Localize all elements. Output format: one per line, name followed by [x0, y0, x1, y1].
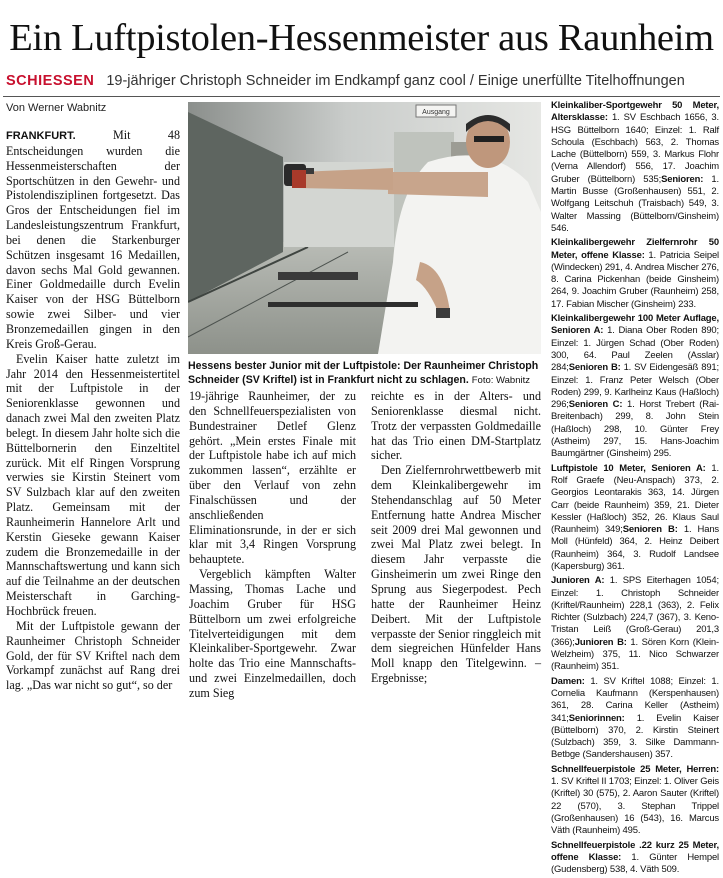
- photo-caption: [188, 359, 542, 388]
- deck: 19-jähriger Christoph Schneider im Endkampf ganz cool / Einige unerfüllte Titelhoffnungen: [106, 73, 685, 89]
- photo-illustration: [188, 102, 541, 354]
- dateline: FRANKFURT.: [6, 130, 76, 142]
- paragraph: 19-jährige Raunheimer, der zu den Schnellfeuerspezialisten von Bundestrainer Detlef Glenz gehört. „Mein erstes Finale mit der Luftpistole habe ich auf mich zukommen lassen“, erzählte er über den Verlauf von zehn Finalschüssen und der anschließenden Eliminationsrunde, in der er sich klar mit 3,4 Ringen Vorsprung behauptete.: [189, 389, 356, 567]
- photo-credit: Foto: Wabnitz: [471, 375, 530, 386]
- results-column: [551, 100, 719, 878]
- byline: Von Werner Wabnitz: [6, 102, 107, 114]
- paragraph-text: Mit 48 Entscheidungen wurden die Hessenmeisterschaften der Sportschützen in den Gewehr- und Pistolendisziplinen fortgesetzt. Das Gros der Entscheidungen fiel im Landesleistungszentrum Frankfurt, bei denen die Starkenburger Schützen insgesamt 16 Medaillen, davon sechs Mal Gold gewannen. Einer Goldmedaille durch Evelin Kaiser von der HSG Büttelborn sowie zwei Silber- und vier Bronzemedaillen gingen in den Kreis Groß-Gerau.: [6, 128, 180, 351]
- paragraph: [6, 128, 180, 352]
- result-block: Kleinkalibergewehr 100 Meter Auflage, Senioren A: 1. Diana Ober Roden 890; Einzel: 1. Jürgen Schad (Ober Roden) 300, 64. Paul Zeelen (Asslar) 284;Senioren B: 1. SV Eidengesäß 891; Einzel: 1. Franz Peter Welsch (Ober Roden) 299, 9. Karlheinz Kaus (Haßloch) 296;Senioren C: 1. Horst Trebert (Rai-Breitenbach) 299, 8. John Stein (Haßloch) 298, 10. Günter Frey (Astheim) 297, 15. Hans-Joachim Baumgärtner (Ginsheim) 295.: [551, 313, 720, 460]
- paragraph: Vergeblich kämpften Walter Massing, Thomas Lache und Joachim Gruber für HSG Büttelborn um zwei erfolgreiche Titelverteidigungen mit dem Kleinkaliber-Sportgewehr. Zwar holte das Trio eine Mannschafts- und zwei Einzelmedaillen, doch zum Sieg: [189, 567, 356, 700]
- headline: Ein Luftpistolen-Hessenmeister aus Raunheim: [9, 17, 714, 59]
- text-column-3: [371, 389, 541, 686]
- paragraph: Mit der Luftpistole gewann der Raunheimer Christoph Schneider Gold, der für SV Kriftel nach dem Vorkampf zunächst auf Rang drei lag. „Das war nicht so gut“, so der: [6, 618, 180, 693]
- kicker: [6, 72, 718, 90]
- result-block: Damen: 1. SV Kriftel 1088; Einzel: 1. Cornelia Kaufmann (Kerspenhausen) 361, 28. Carina Keller (Astheim) 341;Seniorinnen: 1. Evelin Kaiser (Büttelborn) 370, 2. Kirstin Steinert (Sulzbach) 359, 3. Silke Dammann-Betbge (Sandershausen) 357.: [551, 675, 719, 761]
- text-column-1: [6, 128, 180, 693]
- paragraph: Den Zielfernrohrwettbewerb mit dem Kleinkalibergewehr im Stehendanschlag auf 50 Meter Entfernung hatte Andrea Mischer seit 2009 drei Mal gewonnen und zwei Mal Platz zwei belegt. In diesem Jahr verpasste die Ginsheimerin um zwei Ringe den Sprung aus Siegerpodest. Pech hatte der Raunheimer Heinz Deibert. Mit der Luftpistole verpasste der Senior ringgleich mit dem siegreichen Hünfelder Hans Moll knapp den Titelgewinn. – Ergebnisse;: [371, 463, 541, 686]
- top-rule: [3, 96, 720, 97]
- article-photo: [188, 102, 541, 354]
- result-block: Schnellfeuerpistole 25 Meter, Herren: 1. SV Kriftel II 1703; Einzel: 1. Oliver Geis (Kriftel) 30 (575), 2. Aaron Sauter (Kriftel) 22 (570), 3. Stephan Trippel (Großenhausen) 16 (543), 16. Marcus Väth (Raunheim) 495.: [551, 763, 719, 837]
- result-block: Schnellfeuerpistole .22 kurz 25 Meter, offene Klasse: 1. Günter Hempel (Gudensberg) 538, 4. Väth 509.: [551, 839, 719, 876]
- photo-exit-sign: Ausgang: [422, 109, 450, 116]
- text-column-2: [189, 389, 356, 701]
- result-block: Junioren A: 1. SPS Eiterhagen 1054; Einzel: 1. Christoph Schneider (Kriftel/Raunheim) 228,1 (363), 2. Felix Richter (Sulzbach) 224,7 (367), 3. Keno-Tristan Leiß (Groß-Gerau) 201,3 (366);Junioren B: 1. Sören Korn (Klein-Welzheim) 375, 11. Nico Schwarzer (Raunheim) 351.: [551, 575, 719, 673]
- caption-text: Hessens bester Junior mit der Luftpistole: Der Raunheimer Christoph Schneider (SV Kriftel) ist in Frankfurt nicht zu schlagen.: [188, 360, 539, 386]
- section-label: SCHIESSEN: [6, 73, 95, 89]
- result-block: Luftpistole 10 Meter, Senioren A: 1. Rolf Graefe (Neu-Anspach) 373, 2. Georgios Leontarakis 363, 14. Jürgen Carr (beide Raunheim) 359, 21. Dieter Kessler (Haßloch) 352, 26. Klaus Saul (Raunheim) 349;Senioren B: 1. Hans Moll (Hünfeld) 364, 2. Heinz Deibert (Raunheim) 364, 3. Rudolf Landsee (Kapersburg) 361.: [551, 462, 719, 572]
- result-block: Kleinkaliber-Sportgewehr 50 Meter, Altersklasse: 1. SV Eschbach 1656, 3. HSG Büttelborn 1640; Einzel: 1. Ralf Schoula (Eschbach) 563, 2. Thomas Lache (Büttelborn) 559, 3. Markus Flohr (Verna Allendorf) 556, 17. Joachim Gruber (Büttelborn) 535;Senioren: 1. Martin Busse (Großenhausen) 551, 2. Wolfgang Leitschuh (Traisbach) 549, 3. Walter Massing (Büttelborn/Ginsheim) 546.: [551, 100, 719, 234]
- paragraph: reichte es in der Alters- und Seniorenklasse diesmal nicht. Trotz der verpassten Goldmedaille hat das Trio einen DM-Startplatz sicher.: [371, 389, 541, 463]
- paragraph: Evelin Kaiser hatte zuletzt im Jahr 2014 den Hessenmeistertitel mit der Luftpistole in der Seniorenklasse gewonnen und danach zwei Mal den zweiten Platz belegt. In diesem Jahr holte sich die Büttelbornerin den Einzeltitel zurück. Mit elf Ringen Vorsprung verwies sie Kirstin Steinert vom SV Sulzbach klar auf den zweiten Platz. Gemeinsam mit der Raunheimerin Hannelore Arlt und Kerstin Gieseke gewann Kaiser zudem die Bronzemedaille in der Mannschaftswertung und kann sich auf die Teilnahme an der deutschen Meisterschaft in Garching-Hochbrück freuen.: [6, 351, 180, 618]
- result-block: Kleinkalibergewehr Zielfernrohr 50 Meter, offene Klasse: 1. Patricia Seipel (Windecken) 291, 4. Andrea Mischer 276, 8. Carina Pickenhan (beide Ginsheim) 264, 9. Joachim Gruber (Raunheim) 258, 17. Fabian Mischer (Ginsheim) 233.: [551, 237, 719, 310]
